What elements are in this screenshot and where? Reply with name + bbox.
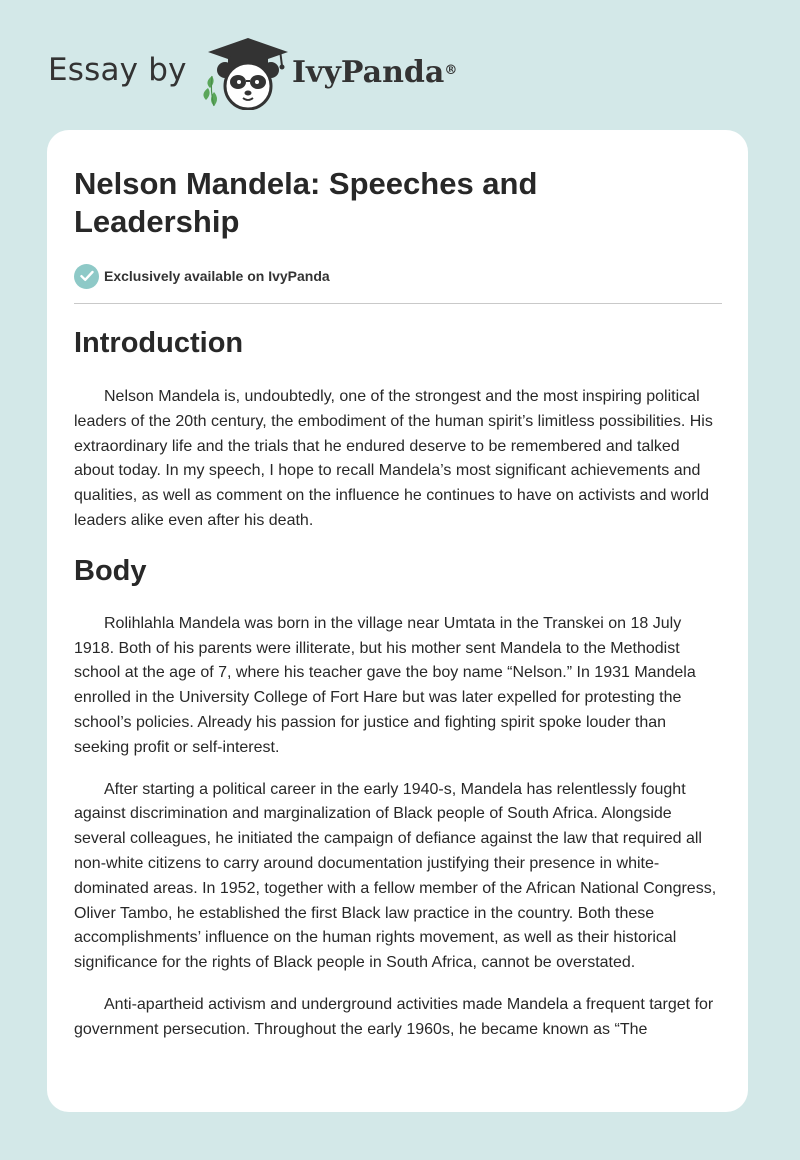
brand-text: IvyPanda bbox=[292, 55, 445, 90]
registered-mark: ® bbox=[444, 63, 458, 78]
section-heading-body: Body bbox=[74, 554, 147, 587]
paragraph: After starting a political career in the early 1940-s, Mandela has relentlessly fought against discrimination and marginalization of Black people of South Africa. Alongside several colleagues, he initiated the campaign of defiance against the law that required all non-white citizens to carry around documentation justifying their presence in white-dominated areas. In 1952, together with a fellow member of the African National Congress, Oliver Tambo, he established the first Black law practice in the country. Both these accomplishments’ influence on the human rights movement, as well as their historical significance for the rights of Black people in South Africa, cannot be overstated. bbox=[74, 780, 717, 972]
section-heading-introduction: Introduction bbox=[74, 327, 244, 359]
essay-by-label: Essay by bbox=[48, 52, 187, 88]
badge-label: Exclusively available on IvyPanda bbox=[104, 268, 330, 284]
exclusive-badge bbox=[74, 263, 330, 289]
essay-card bbox=[47, 130, 748, 1112]
site-header bbox=[0, 0, 800, 130]
paragraph: Anti-apartheid activism and underground activities made Mandela a frequent target for government persecution. Throughout the early 1960s, he became known as “The bbox=[74, 995, 714, 1038]
divider bbox=[74, 303, 722, 304]
essay-content bbox=[74, 323, 724, 1043]
paragraph: Rolihlahla Mandela was born in the village near Umtata in the Transkei on 18 July 1918. Both of his parents were illiterate, but his mother sent Mandela to the Methodist school at the age of 7, where his teacher gave the boy name “Nelson.” In 1931 Mandela enrolled in the University College of Fort Hare but was later expelled for protesting the school’s policies. Already his passion for justice and fighting spirit spoke louder than seeking profit or self-interest. bbox=[74, 614, 696, 756]
essay-title: Nelson Mandela: Speeches and Leadership bbox=[74, 166, 538, 239]
paragraph: Nelson Mandela is, undoubtedly, one of the strongest and the most inspiring political leaders of the 20th century, the embodiment of the human spirit’s limitless possibilities. His extraordinary life and the trials that he endured deserve to be remembered and talked about today. In my speech, I hope to recall Mandela’s most significant achievements and qualities, as well as comment on the influence he continues to have on activists and world leaders alike even after his death. bbox=[74, 388, 713, 529]
check-icon bbox=[74, 264, 99, 289]
brand-name[interactable] bbox=[292, 55, 457, 91]
ivypanda-logo-icon[interactable] bbox=[198, 36, 290, 110]
